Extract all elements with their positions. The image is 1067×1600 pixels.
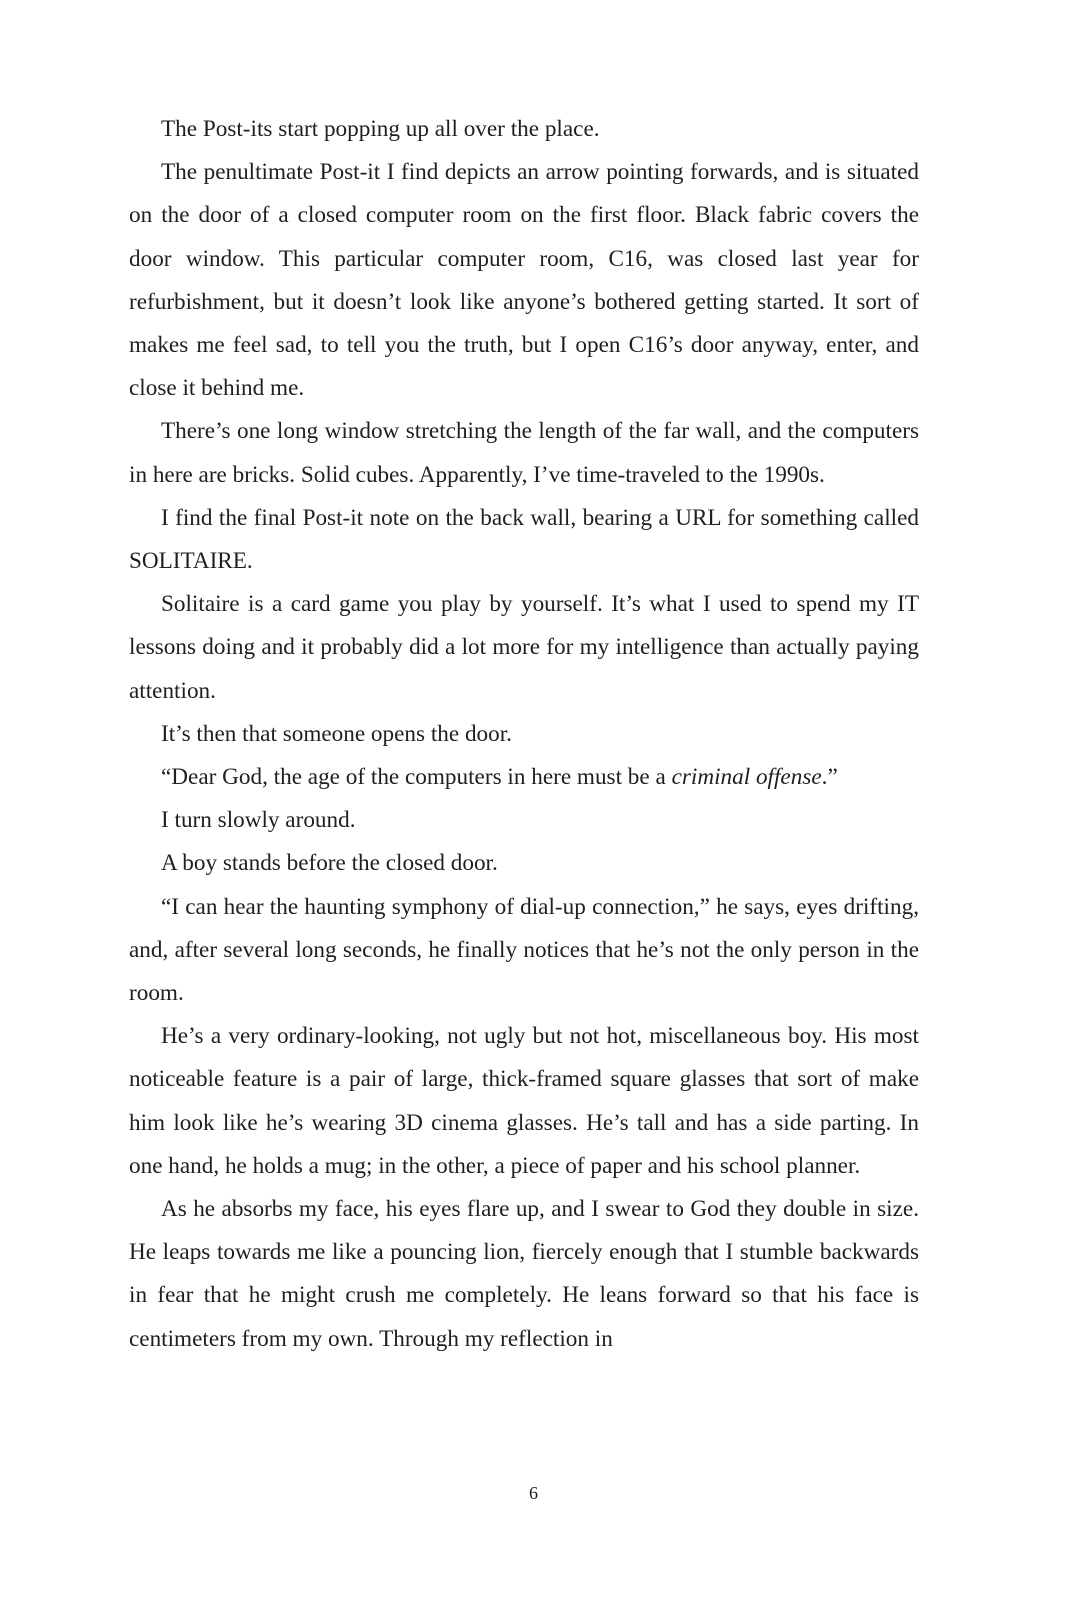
paragraph: The Post-its start popping up all over the place. xyxy=(161,116,600,142)
paragraph: There’s one long window stretching the length of the far wall, and the computers in here are bricks. Solid cubes. Apparently, I’ve time-traveled to the 1990s. xyxy=(129,418,919,488)
paragraph: “I can hear the haunting symphony of dial-up connection,” he says, eyes drifting, and, after several long seconds, he finally notices that he’s not the only person in the room. xyxy=(129,893,919,1007)
paragraph: I find the final Post-it note on the back wall, bearing a URL for something called SOLITAIRE. xyxy=(129,504,919,575)
paragraph: Solitaire is a card game you play by yourself. It’s what I used to spend my IT lessons doing and it probably did a lot more for my intelligence than actually paying attention. xyxy=(129,591,919,704)
body-text xyxy=(129,108,919,1361)
page-number: 6 xyxy=(529,1483,538,1503)
quote-text: .” xyxy=(821,764,838,791)
paragraph: As he absorbs my face, his eyes flare up, and I swear to God they double in size. He leaps towards me like a pouncing lion, fiercely enough that I stumble backwards in fear that he might crush me completely. He leans forward so that his face is centimeters from my own. Through my reflection in xyxy=(129,1196,919,1352)
quote-text: “Dear God, the age of the computers in here must be a xyxy=(161,764,672,791)
paragraph: A boy stands before the closed door. xyxy=(161,850,498,877)
emphasized-text: criminal offense xyxy=(671,764,822,791)
paragraph: He’s a very ordinary-looking, not ugly but not hot, miscellaneous boy. His most noticeable feature is a pair of large, thick-framed square glasses that sort of make him look like he’s wearing 3D cinema glasses. He’s tall and has a side parting. In one hand, he holds a mug; in the other, a piece of paper and his school planner. xyxy=(129,1023,919,1179)
paragraph: It’s then that someone opens the door. xyxy=(161,720,512,747)
paragraph xyxy=(129,756,919,799)
paragraph: I turn slowly around. xyxy=(161,807,356,834)
paragraph: The penultimate Post-it I find depicts an arrow pointing forwards, and is situated on the door of a closed computer room on the first floor. Black fabric covers the door window. This particular computer room, C16, was closed last year for refurbishment, but it doesn’t look like anyone’s bothered getting started. It sort of makes me feel sad, to tell you the truth, but I open C16’s door anyway, enter, and close it behind me. xyxy=(129,159,919,402)
